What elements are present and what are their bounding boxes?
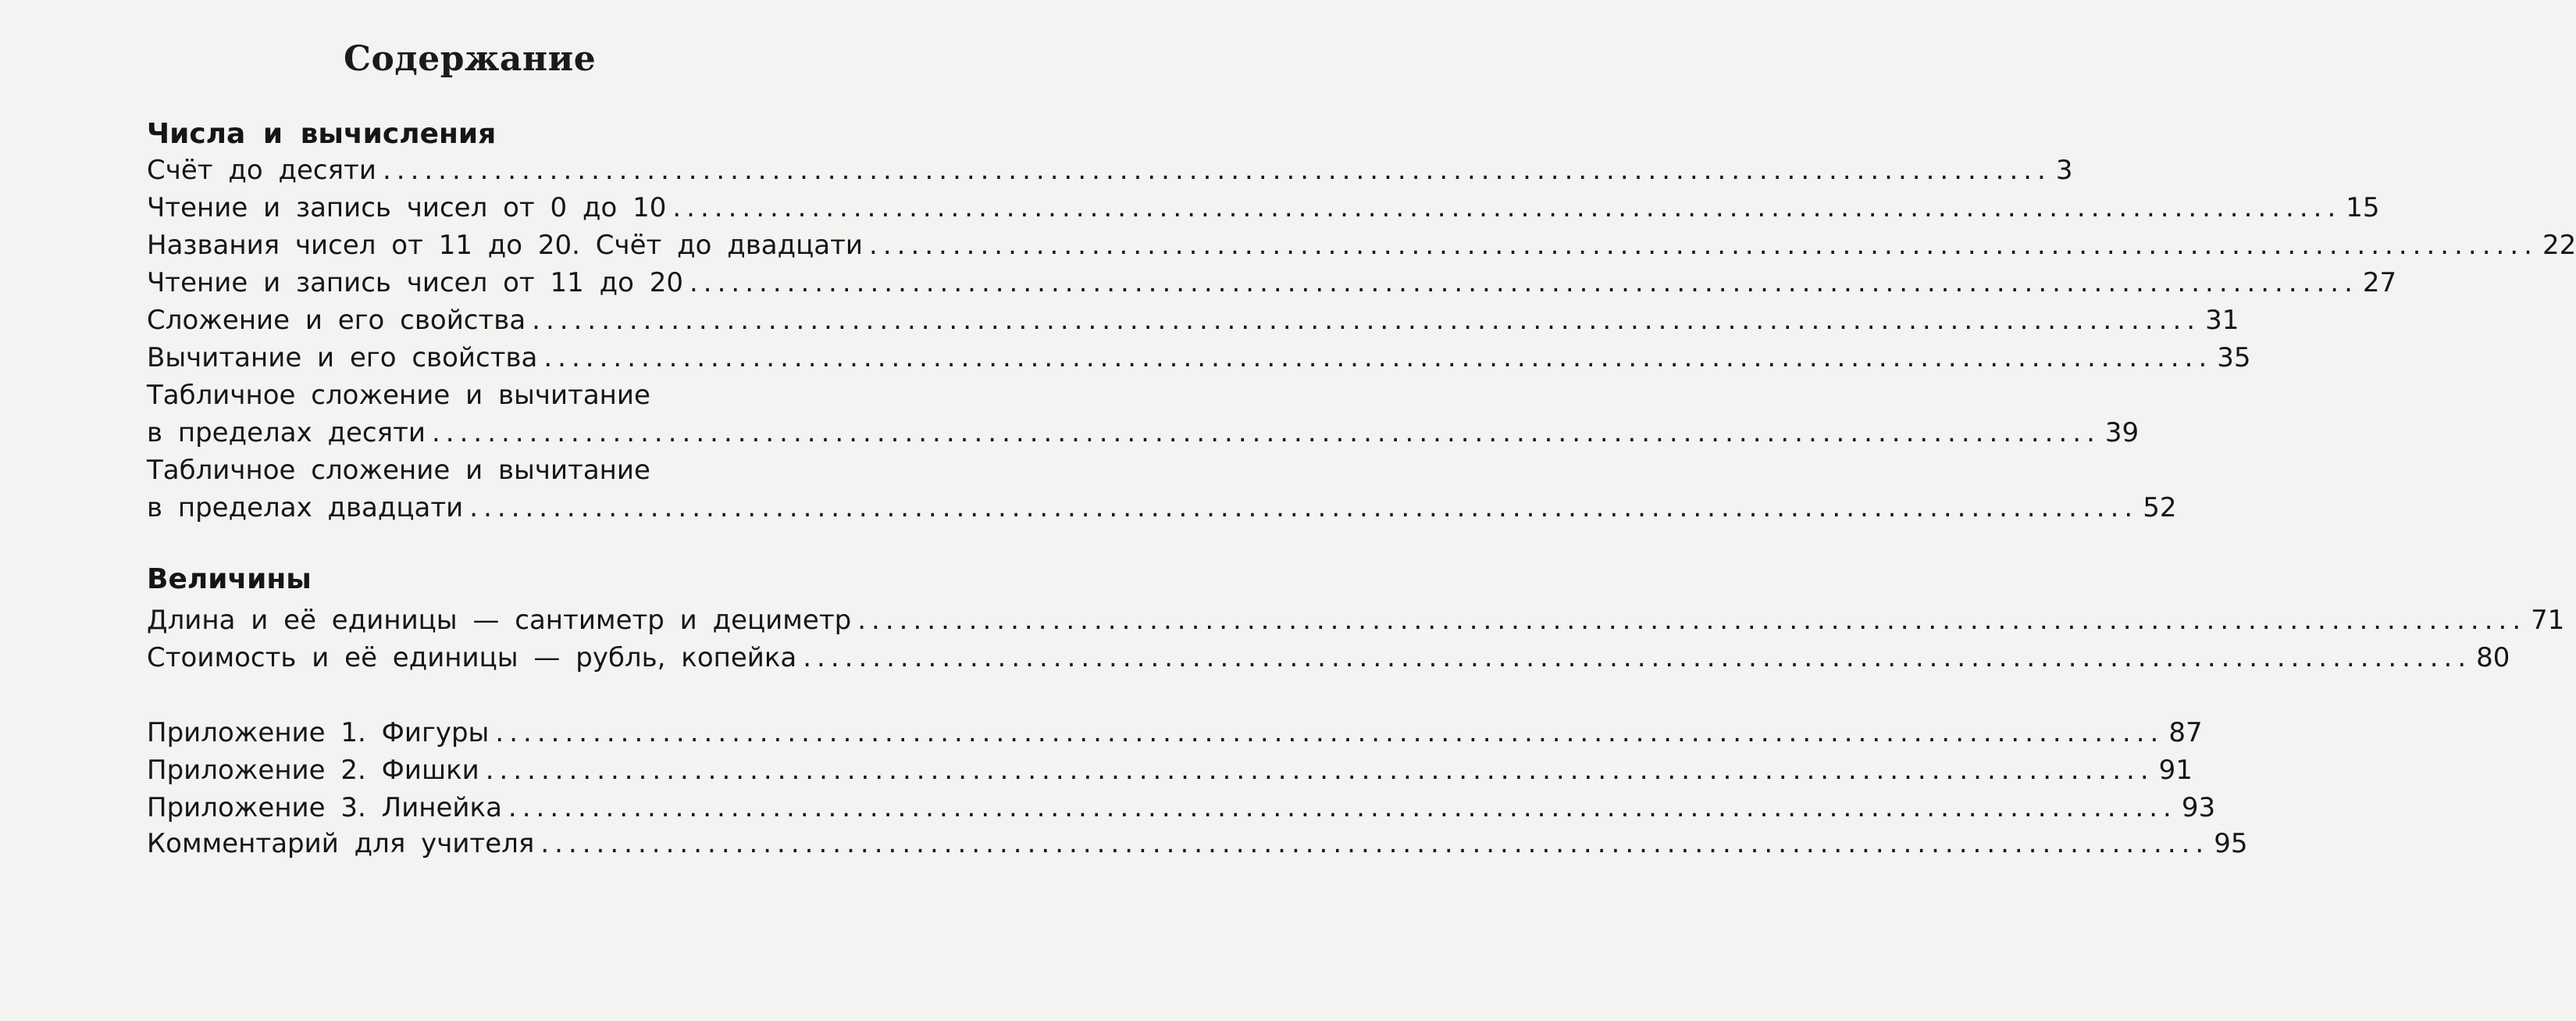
dot-leader: ........................................................................................................................ <box>689 267 2358 298</box>
toc-entry[interactable] <box>147 603 2565 637</box>
toc-entry-page: 39 <box>2104 417 2140 448</box>
toc-entry-page: 95 <box>2214 828 2248 859</box>
dot-leader: ........................................................................................................................ <box>672 192 2342 223</box>
toc-entry[interactable] <box>147 416 2140 450</box>
toc-entry[interactable] <box>147 491 2177 525</box>
section-heading-numbers: Числа и вычисления <box>147 118 497 150</box>
toc-entry-page: 35 <box>2217 342 2251 373</box>
toc-entry-label: в пределах двадцати <box>147 492 464 523</box>
toc-entry[interactable] <box>147 191 2380 225</box>
toc-entry-page: 71 <box>2531 605 2565 636</box>
toc-entry[interactable] <box>147 641 2510 675</box>
toc-entry[interactable] <box>147 753 2193 787</box>
toc-entry-page: 15 <box>2346 192 2380 223</box>
toc-entry-label: Комментарий для учителя <box>147 828 535 859</box>
toc-entry-page: 80 <box>2476 642 2510 673</box>
toc-entry[interactable] <box>147 791 2216 825</box>
dot-leader: ........................................................................................................................ <box>469 492 2139 523</box>
toc-entry-label: Стоимость и её единицы — рубль, копейка <box>147 642 797 673</box>
dot-leader: ........................................................................................................................ <box>869 230 2538 261</box>
toc-entry-page: 87 <box>2168 717 2203 748</box>
toc-entry[interactable] <box>147 826 2248 861</box>
toc-entry-label: Вычитание и его свойства <box>147 342 538 373</box>
toc-entry[interactable] <box>147 303 2239 337</box>
toc-entry-label-line1: Табличное сложение и вычитание <box>147 380 650 411</box>
toc-entry-page: 93 <box>2181 792 2216 823</box>
toc-entry-page: 91 <box>2158 755 2193 786</box>
dot-leader: ........................................................................................................................ <box>532 305 2201 336</box>
page-title: Содержание <box>344 39 597 79</box>
toc-entry[interactable] <box>147 153 2073 187</box>
toc-entry-page: 22 <box>2542 230 2576 261</box>
dot-leader: ........................................................................................................................ <box>485 755 2154 786</box>
toc-entry-label: Приложение 2. Фишки <box>147 755 479 786</box>
toc-entry-page: 31 <box>2205 305 2239 336</box>
dot-leader: ........................................................................................................................ <box>495 717 2164 748</box>
toc-entry-label: Чтение и запись чисел от 0 до 10 <box>147 192 667 223</box>
toc-entry-page: 27 <box>2362 267 2397 298</box>
dot-leader: ........................................................................................................................ <box>508 792 2177 823</box>
toc-entry-label: в пределах десяти <box>147 417 426 448</box>
toc-entry-label: Счёт до десяти <box>147 155 376 186</box>
dot-leader: ........................................................................................................................ <box>803 642 2472 673</box>
toc-entry[interactable] <box>147 228 2576 262</box>
toc-entry-label: Сложение и его свойства <box>147 305 526 336</box>
section-heading-quantities: Величины <box>147 563 312 595</box>
toc-entry[interactable] <box>147 266 2397 300</box>
toc-entry[interactable] <box>147 341 2251 375</box>
toc-entry[interactable] <box>147 716 2203 750</box>
toc-entry-label: Названия чисел от 11 до 20. Счёт до двадцати <box>147 230 864 261</box>
dot-leader: ........................................................................................................................ <box>431 417 2100 448</box>
dot-leader: ........................................................................................................................ <box>382 155 2051 186</box>
toc-entry-page: 52 <box>2143 492 2177 523</box>
toc-entry-page: 3 <box>2055 155 2073 186</box>
dot-leader: ........................................................................................................................ <box>857 605 2527 636</box>
toc-entry-label: Приложение 3. Линейка <box>147 792 502 823</box>
toc-entry-label: Чтение и запись чисел от 11 до 20 <box>147 267 683 298</box>
toc-entry-label: Длина и её единицы — сантиметр и дециметр <box>147 605 852 636</box>
toc-entry-label-line1: Табличное сложение и вычитание <box>147 455 650 486</box>
dot-leader: ........................................................................................................................ <box>540 828 2210 859</box>
dot-leader: ........................................................................................................................ <box>543 342 2213 373</box>
toc-entry-label: Приложение 1. Фигуры <box>147 717 490 748</box>
